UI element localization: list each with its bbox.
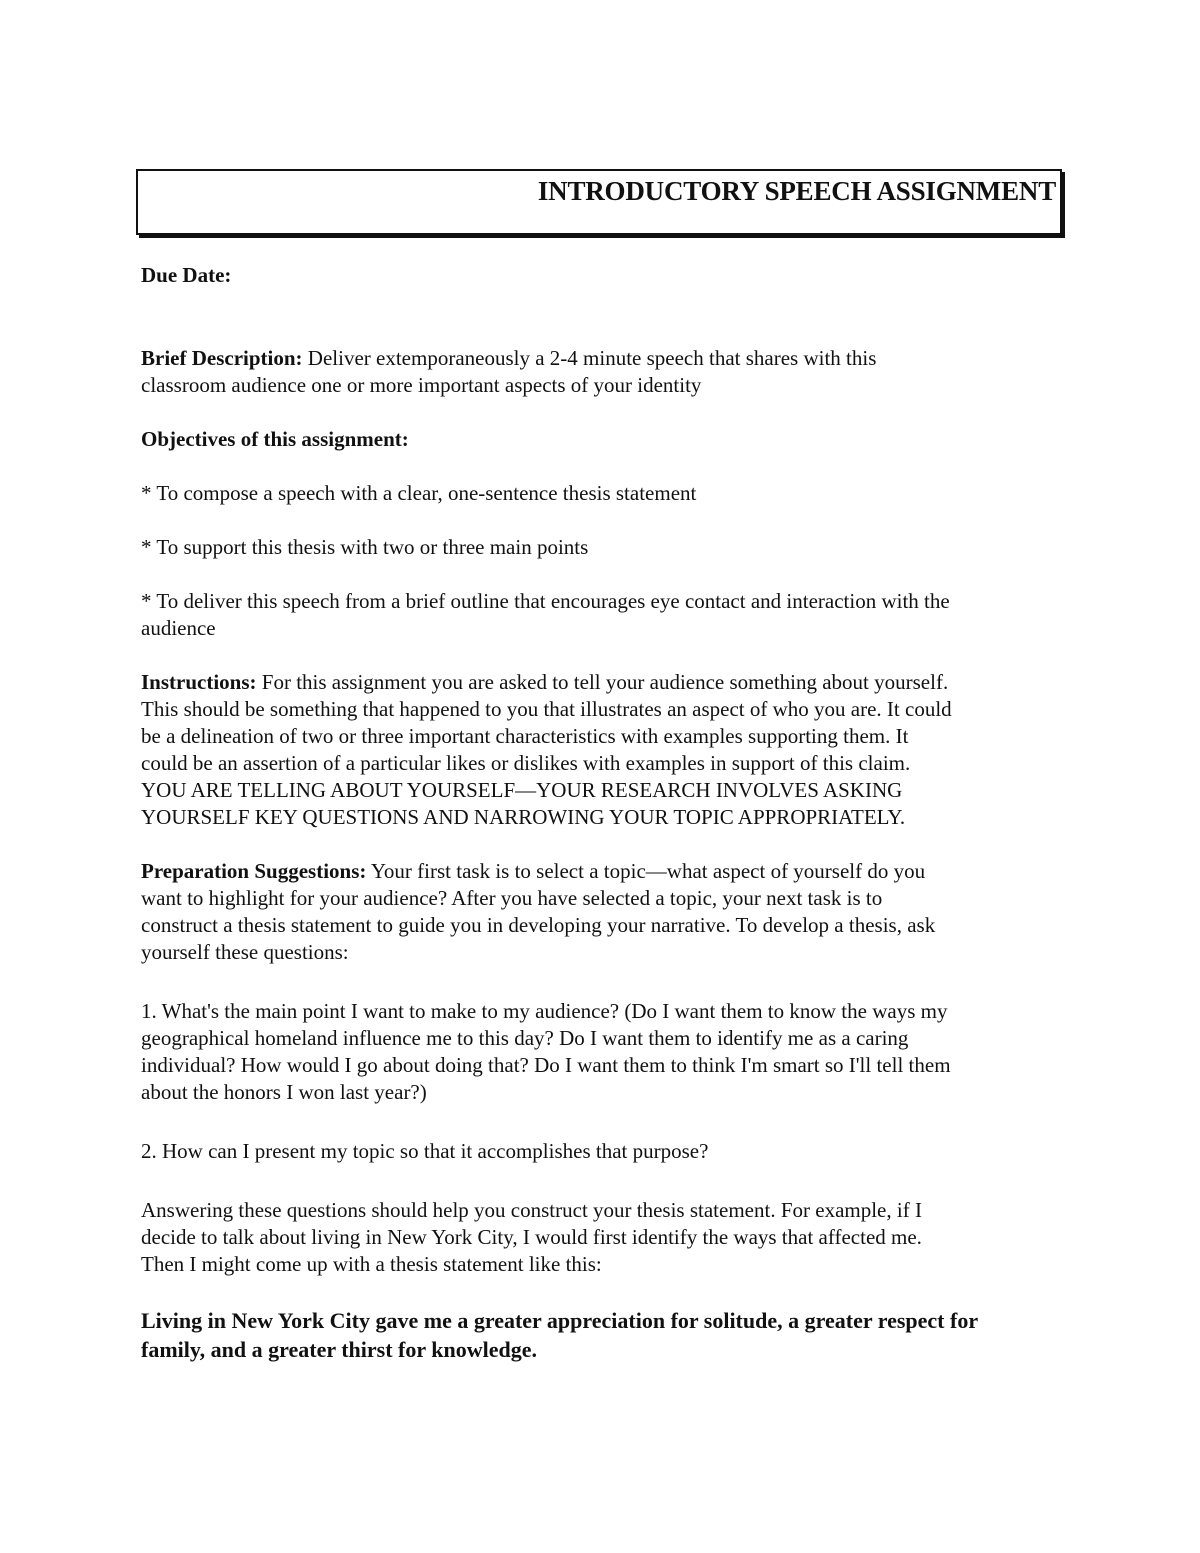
preparation-line: Your first task is to select a topic—what aspect of yourself do you [370, 859, 926, 883]
objective-item [141, 534, 1061, 561]
due-date-label: Due Date: [141, 263, 232, 287]
instructions-line: This should be something that happened to you that illustrates an aspect of who you are. It could [141, 697, 952, 721]
thesis-line: Living in New York City gave me a greater appreciation for solitude, a greater respect for [141, 1308, 979, 1333]
preparation-line: construct a thesis statement to guide you in developing your narrative. To develop a thesis, ask [141, 913, 936, 937]
document-body [141, 262, 1061, 1364]
instructions-line: YOU ARE TELLING ABOUT YOURSELF—YOUR RESEARCH INVOLVES ASKING [141, 778, 903, 802]
brief-description-line: Deliver extemporaneously a 2-4 minute speech that shares with this [307, 346, 877, 370]
preparation-label: Preparation Suggestions: [141, 859, 367, 883]
instructions [141, 669, 1061, 831]
document-title: INTRODUCTORY SPEECH ASSIGNMENT [537, 176, 1056, 206]
instructions-line: For this assignment you are asked to tell your audience something about yourself. [261, 670, 949, 694]
preparation-suggestions [141, 858, 1061, 966]
answering-line: Answering these questions should help you construct your thesis statement. For example, if I [141, 1198, 922, 1222]
brief-description-line: classroom audience one or more important aspects of your identity [141, 373, 702, 397]
brief-description-label: Brief Description: [141, 346, 303, 370]
objective-text: * To support this thesis with two or three main points [141, 535, 589, 559]
instructions-label: Instructions: [141, 670, 257, 694]
instructions-line: be a delineation of two or three important characteristics with examples supporting them. It [141, 724, 909, 748]
objectives-heading: Objectives of this assignment: [141, 427, 409, 451]
question-item [141, 1138, 1061, 1165]
thesis-example [141, 1306, 1061, 1364]
answering-line: decide to talk about living in New York City, I would first identify the ways that affected me. [141, 1225, 922, 1249]
question-item [141, 998, 1061, 1106]
question-line: 1. What's the main point I want to make to my audience? (Do I want them to know the ways my [141, 999, 948, 1023]
question-line: geographical homeland influence me to this day? Do I want them to identify me as a caring [141, 1026, 909, 1050]
brief-description [141, 345, 1061, 399]
answering-paragraph [141, 1197, 1061, 1278]
instructions-line: YOURSELF KEY QUESTIONS AND NARROWING YOUR TOPIC APPROPRIATELY. [141, 805, 906, 829]
answering-line: Then I might come up with a thesis statement like this: [141, 1252, 602, 1276]
thesis-line: family, and a greater thirst for knowledge. [141, 1337, 537, 1362]
title-box [136, 169, 1062, 235]
question-line: about the honors I won last year?) [141, 1080, 427, 1104]
instructions-line: could be an assertion of a particular likes or dislikes with examples in support of this claim. [141, 751, 911, 775]
question-line: 2. How can I present my topic so that it accomplishes that purpose? [141, 1139, 709, 1163]
preparation-line: yourself these questions: [141, 940, 349, 964]
objective-text: audience [141, 616, 216, 640]
objective-text: * To deliver this speech from a brief outline that encourages eye contact and interaction with the [141, 589, 950, 613]
question-line: individual? How would I go about doing that? Do I want them to think I'm smart so I'll tell them [141, 1053, 951, 1077]
objective-text: * To compose a speech with a clear, one-sentence thesis statement [141, 481, 697, 505]
objective-item [141, 480, 1061, 507]
due-date [141, 262, 1061, 289]
preparation-line: want to highlight for your audience? After you have selected a topic, your next task is to [141, 886, 883, 910]
objective-item [141, 588, 1061, 642]
